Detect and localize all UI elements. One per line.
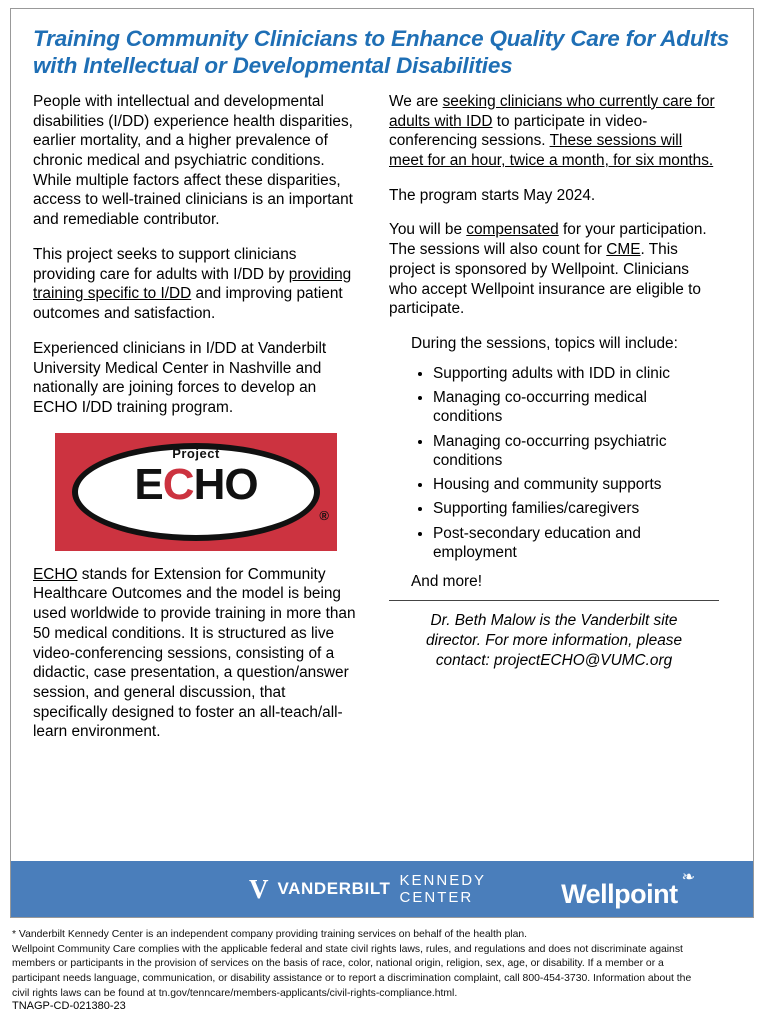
left-p2-text-b: and improving patient outcomes and satisfaction. bbox=[33, 285, 343, 323]
list-item: • Managing co-occurring medical conditions bbox=[433, 388, 719, 427]
right-p3-underline-1: compensated bbox=[466, 221, 559, 239]
wellpoint-logo bbox=[561, 870, 695, 908]
topics-intro: During the sessions, topics will include: bbox=[411, 335, 678, 353]
right-p1-text-a: We are bbox=[389, 92, 443, 110]
legal-disclaimer bbox=[12, 928, 756, 1002]
wellpoint-name: Wellpoint bbox=[561, 879, 678, 909]
list-item: • Supporting families/caregivers bbox=[433, 499, 719, 518]
echo-letter-c: C bbox=[162, 459, 194, 509]
right-p1-text-b: to participate in video-conferencing sessions. bbox=[389, 112, 648, 150]
list-item: • Supporting adults with IDD in clinic bbox=[433, 364, 719, 383]
left-paragraph-3: Experienced clinicians in I/DD at Vanderbilt University Medical Center in Nashville and nationally are joining forces to develop an ECHO I/DD training program. bbox=[33, 339, 327, 416]
echo-letter-e: E bbox=[134, 459, 163, 509]
left-paragraph-1: People with intellectual and developmental disabilities (I/DD) experience health disparities, earlier mortality, and a higher prevalence of chronic medical and psychiatric conditions. While multiple factors affect these disparities, access to well-trained clinicians is an important and remediable contributor. bbox=[33, 92, 353, 229]
vanderbilt-v-icon: V bbox=[249, 873, 269, 904]
left-paragraph-2 bbox=[33, 245, 363, 324]
left-paragraph-4 bbox=[33, 565, 363, 742]
divider bbox=[389, 600, 719, 601]
disclaimer-line-5: civil rights laws can be found at tn.gov/tenncare/members-applicants/civil-rights-compliance.html. bbox=[12, 987, 458, 999]
left-p4-underline: ECHO bbox=[33, 565, 78, 583]
vanderbilt-subtitle: KENNEDY CENTER bbox=[399, 872, 486, 906]
list-item: • Housing and community supports bbox=[433, 475, 719, 494]
right-paragraph-3 bbox=[389, 220, 719, 319]
right-p1-underline-1: seeking clinicians who currently care for adults with IDD bbox=[389, 92, 715, 130]
registered-trademark-icon: ® bbox=[319, 508, 329, 524]
program-start-date: The program starts May 2024. bbox=[389, 186, 596, 204]
disclaimer-line-2: Wellpoint Community Care complies with the applicable federal and state civil rights laws, rules, and regulations and does not discriminate against bbox=[12, 943, 683, 955]
left-column bbox=[33, 92, 363, 757]
and-more-text: And more! bbox=[411, 573, 483, 591]
page-title: Training Community Clinicians to Enhance Quality Care for Adults with Intellectual or Developmental Disabilities bbox=[33, 26, 730, 79]
right-p3-underline-2: CME bbox=[606, 241, 641, 259]
echo-wordmark bbox=[55, 459, 337, 509]
right-p3-text-b: for your participation. The sessions will also count for bbox=[389, 221, 707, 259]
left-p2-text-a: This project seeks to support clinicians providing care for adults with I/DD by bbox=[33, 245, 297, 283]
right-paragraph-1 bbox=[389, 92, 719, 171]
contact-block: Dr. Beth Malow is the Vanderbilt site director. For more information, please contact: projectECHO@VUMC.org bbox=[425, 611, 683, 669]
project-echo-logo bbox=[55, 433, 337, 551]
echo-letters-ho: HO bbox=[193, 459, 258, 509]
left-p4-text: stands for Extension for Community Healthcare Outcomes and the model is being used worldwide to provide training in more than 50 medical conditions. It is structured as live video-conferencing sessions, consisting of a didactic, case presentation, a question/answer session, and general discussion, that specifically designed to foster an all-teach/all-learn environment. bbox=[33, 565, 356, 741]
leaf-icon: ❧ bbox=[681, 869, 695, 886]
echo-project-word: Project bbox=[172, 445, 220, 461]
right-column bbox=[389, 92, 719, 757]
vanderbilt-name: VANDERBILT bbox=[277, 879, 391, 898]
right-p3-text-a: You will be bbox=[389, 221, 467, 239]
topics-list bbox=[389, 364, 719, 562]
document-code: TNAGP-CD-021380-23 bbox=[12, 1000, 126, 1012]
right-p3-text-c: . This project is sponsored by Wellpoint. Clinicians who accept Wellpoint insurance are eligible to participate. bbox=[389, 241, 701, 318]
flyer-card bbox=[10, 8, 754, 918]
right-p1-underline-2: These sessions will meet for an hour, twice a month, for six months. bbox=[389, 132, 714, 170]
disclaimer-line-3: members or participants in the provision of services on the basis of race, color, national origin, religion, sex, age, or disability. If a member or a bbox=[12, 958, 664, 970]
disclaimer-line-4: participant needs language, communication, or disability assistance or to report a discrimination complaint, call 800-454-3730. Information about the bbox=[12, 973, 692, 985]
list-item: • Post-secondary education and employment bbox=[433, 524, 719, 563]
list-item: • Managing co-occurring psychiatric conditions bbox=[433, 432, 719, 471]
left-p2-underline: providing training specific to I/DD bbox=[33, 265, 352, 303]
two-column-body bbox=[11, 86, 753, 757]
footer-logo-band bbox=[11, 861, 753, 917]
vanderbilt-kennedy-center-logo bbox=[249, 872, 561, 906]
disclaimer-line-1: * Vanderbilt Kennedy Center is an independent company providing training services on behalf of the health plan. bbox=[12, 929, 528, 940]
